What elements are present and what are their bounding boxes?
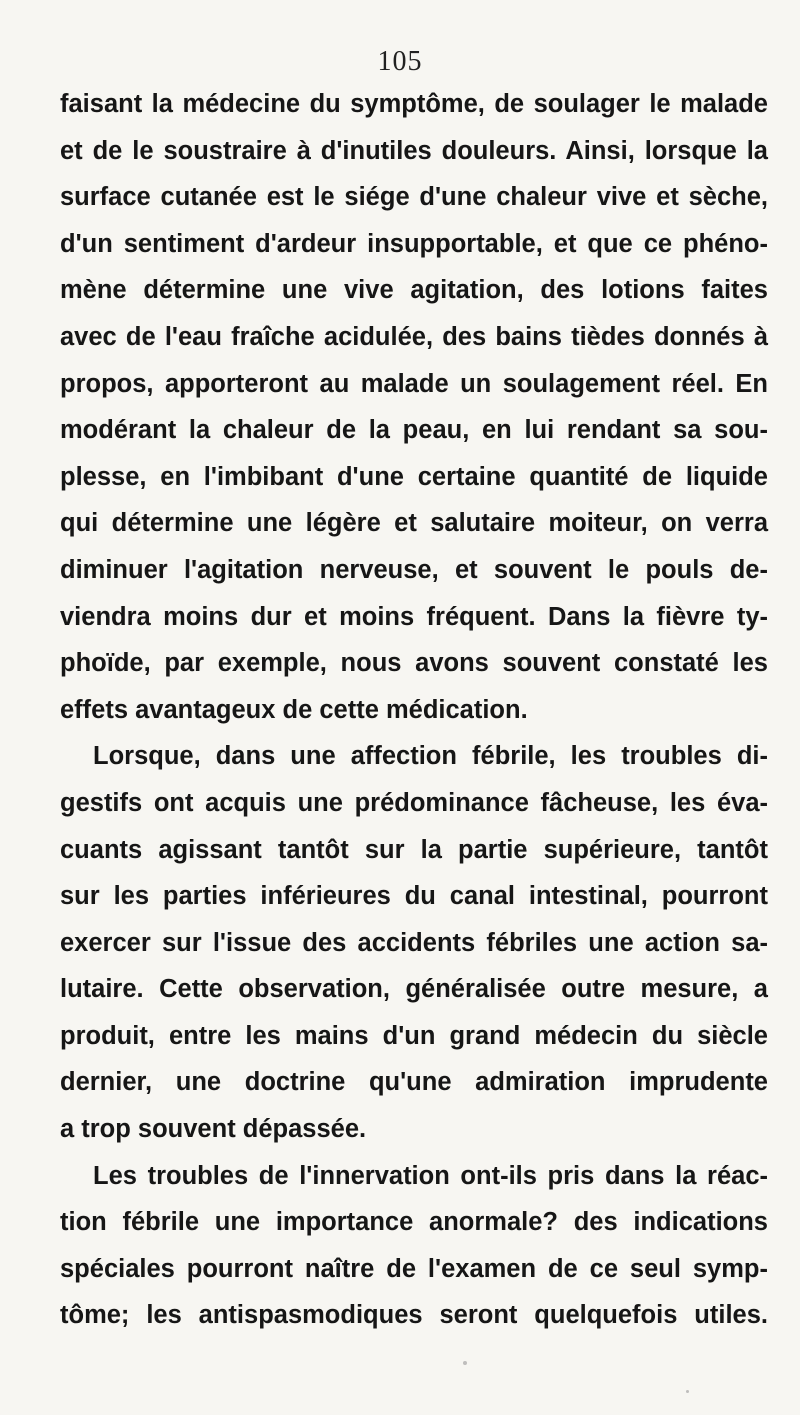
- text-line: spéciales pourront naître de l'examen de ce seul symp-: [60, 1254, 768, 1283]
- text-line: sur les parties inférieures du canal intestinal, pourront: [60, 882, 768, 911]
- paragraph-start-line: Lorsque, dans une affection fébrile, les troubles di-: [93, 742, 768, 771]
- page-number: 105: [377, 46, 423, 77]
- text-line: produit, entre les mains d'un grand médecin du siècle: [60, 1021, 768, 1050]
- text-line: tion fébrile une importance anormale? des indications: [60, 1208, 768, 1237]
- text-line: gestifs ont acquis une prédominance fâcheuse, les éva-: [60, 788, 768, 817]
- text-line: plesse, en l'imbibant d'une certaine quantité de liquide: [60, 462, 768, 491]
- text-line: propos, apporteront au malade un soulagement réel. En: [60, 369, 768, 398]
- text-line: et de le soustraire à d'inutiles douleurs. Ainsi, lorsque la: [60, 136, 768, 165]
- text-line: surface cutanée est le siége d'une chaleur vive et sèche,: [60, 183, 768, 212]
- text-line: d'un sentiment d'ardeur insupportable, et que ce phéno-: [60, 229, 768, 258]
- text-line: avec de l'eau fraîche acidulée, des bains tièdes donnés à: [60, 322, 768, 351]
- paper-speck: [463, 1361, 467, 1365]
- text-line: diminuer l'agitation nerveuse, et souvent le pouls de-: [60, 555, 768, 584]
- text-line: modérant la chaleur de la peau, en lui rendant sa sou-: [60, 416, 768, 445]
- paragraph-end-line: effets avantageux de cette médication.: [60, 695, 528, 724]
- text-line: viendra moins dur et moins fréquent. Dans la fièvre ty-: [60, 602, 768, 631]
- paper-speck: [686, 1390, 689, 1393]
- text-line: lutaire. Cette observation, généralisée outre mesure, a: [60, 975, 768, 1004]
- text-line: tôme; les antispasmodiques seront quelquefois utiles.: [60, 1301, 768, 1330]
- text-line: phoïde, par exemple, nous avons souvent constaté les: [60, 649, 768, 678]
- paragraph-start-line: Les troubles de l'innervation ont-ils pris dans la réac-: [93, 1161, 768, 1190]
- text-line: dernier, une doctrine qu'une admiration imprudente: [60, 1068, 768, 1097]
- text-line: cuants agissant tantôt sur la partie supérieure, tantôt: [60, 835, 768, 864]
- text-line: faisant la médecine du symptôme, de soulager le malade: [60, 90, 768, 118]
- paragraph-end-line: a trop souvent dépassée.: [60, 1115, 367, 1144]
- text-line: exercer sur l'issue des accidents fébriles une action sa-: [60, 928, 768, 957]
- text-line: mène détermine une vive agitation, des lotions faites: [60, 276, 768, 305]
- text-line: qui détermine une légère et salutaire moiteur, on verra: [60, 509, 768, 538]
- page-body-text: [60, 81, 768, 1339]
